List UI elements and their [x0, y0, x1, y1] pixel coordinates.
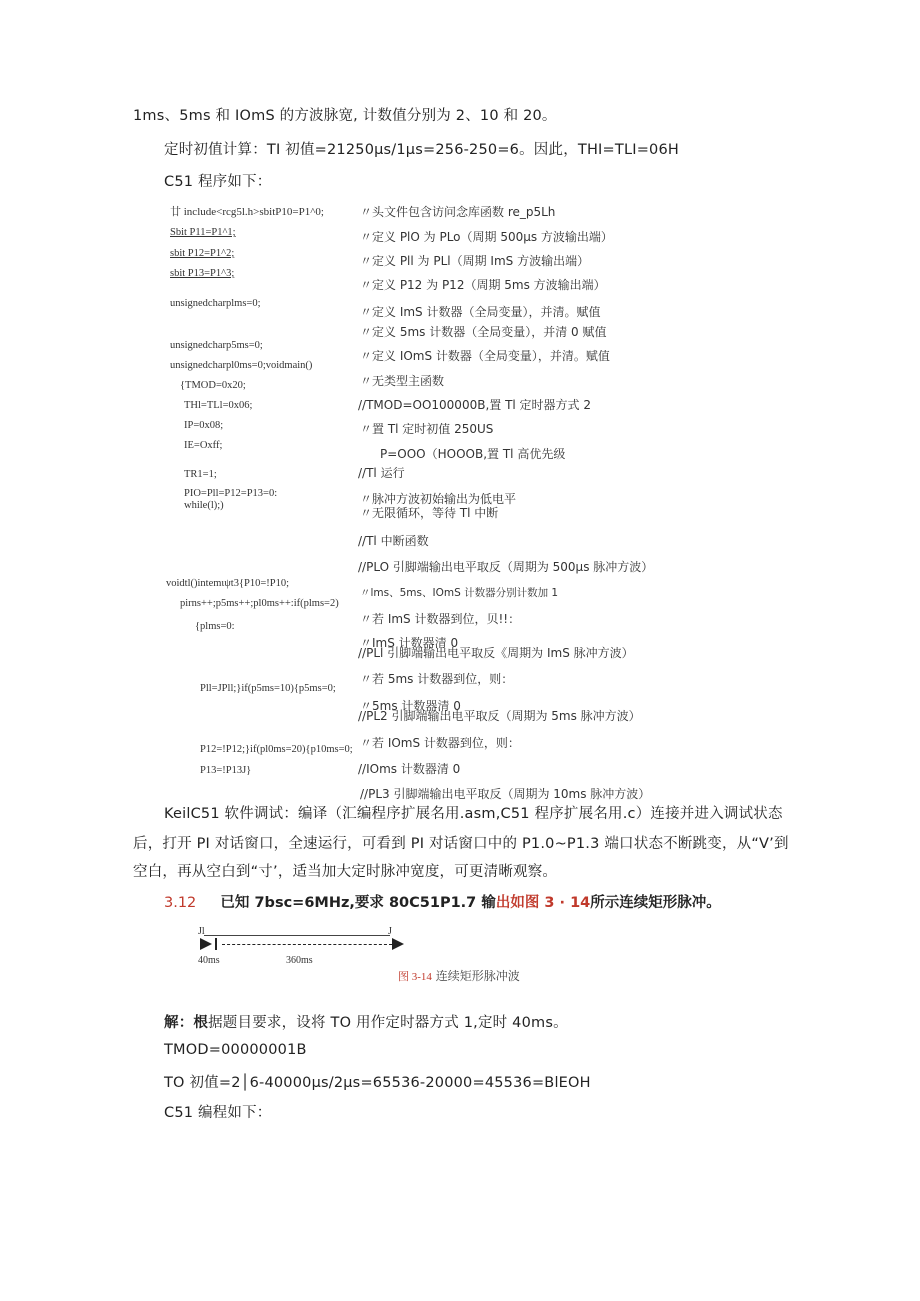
code-comment: 〃定义 ImS 计数器（全局变量），并清。赋值 [360, 305, 601, 319]
solution-text: 据题目要求，设将 TO 用作定时器方式 1,定时 40ms。 [208, 1015, 568, 1031]
code-line: 廿 include<rcg5l.h>sbitP10=P1^0; [170, 206, 324, 218]
code-comment: //PLl 引脚端输出电平取反《周期为 ImS 脉冲方波） [358, 646, 634, 660]
code-comment: //IOms 计数器清 0 [358, 762, 461, 776]
figure-caption-number: 图 3-14 [398, 971, 432, 983]
code-comment: 〃脉冲方波初始输出为低电平 [360, 492, 517, 506]
solution-line-3: TO 初值=2│6-40000μs∕2μs=65536-20000=45536=BlEOH [164, 1075, 591, 1091]
exercise-text-a: 已知 7bsc=6MHz,要求 80C51P1.7 输 [220, 895, 496, 911]
code-comment: 〃定义 5ms 计数器（全局变量），并清 0 赋值 [360, 325, 607, 339]
solution-line-4: C51 编程如下： [164, 1105, 272, 1121]
code-comment: 〃ImS 计数器清 0 [360, 636, 459, 650]
code-line: unsignedcharp5ms=0; [170, 340, 263, 351]
pulse-label-left: Jl [198, 926, 205, 937]
intro-line-1: 1ms、5ms 和 IOmS 的方波脉宽, 计数值分别为 2、10 和 20。 [133, 108, 557, 124]
code-line: THl=TLl=0x06; [184, 400, 253, 411]
code-comment: 〃若 IOmS 计数器到位，则： [360, 736, 520, 750]
solution-line-2: TMOD=00000001B [164, 1042, 307, 1058]
code-comment: 〃定义 P12 为 P12（周期 5ms 方波输出端） [360, 278, 606, 292]
code-line: Pll=JPll;}if(p5ms=10){p5ms=0; [200, 683, 336, 694]
debug-line-2: 后，打开 PI 对话窗口，全速运行，可看到 PI 对话窗口中的 P1.0~P1.3 端口状态不断跳变，从“V’到 [133, 836, 789, 852]
code-comment: 〃无限循环，等待 Tl 中断 [360, 506, 499, 520]
pulse-high-level-line [204, 935, 390, 936]
code-comment: 〃定义 Pll 为 PLl（周期 ImS 方波输出端） [360, 254, 590, 268]
pulse-time-high: 360ms [286, 955, 313, 966]
code-line: IP=0x08; [184, 420, 224, 431]
code-line: {plms=0: [195, 621, 235, 632]
arrow-right-icon [392, 938, 404, 950]
code-line: unsignedcharplms=0; [170, 298, 261, 309]
code-comment: 〃置 Tl 定时初值 250US [360, 422, 494, 436]
code-comment: 〃5ms 计数器清 0 [360, 699, 461, 713]
code-comment: //PLO 引脚端输出电平取反（周期为 500μs 脉冲方波） [358, 560, 654, 574]
code-comment: //PL2 引脚端输出电平取反（周期为 5ms 脉冲方波） [358, 709, 641, 723]
code-line: voidtl()intemιψt3{P10=!P10; [166, 578, 290, 589]
code-line: TR1=1; [184, 469, 217, 480]
arrow-right-icon [200, 938, 212, 950]
code-comment: //Tl 中断函数 [358, 534, 429, 548]
exercise-heading [164, 891, 721, 912]
intro-line-2: 定时初值计算：TI 初值=21250μs∕1μs=256-250=6。因此，THI=TLI=06H [164, 142, 679, 158]
intro-line-3: C51 程序如下： [164, 174, 272, 190]
code-comment: 〃若 5ms 计数器到位，则： [360, 672, 514, 686]
exercise-text-b: 所示连续矩形脉冲。 [590, 895, 721, 911]
pulse-dashed-line [222, 944, 392, 945]
code-line: while(l);) [184, 500, 224, 511]
code-line: P13=!P13J} [200, 765, 252, 776]
exercise-text-red: 出如图 3 · 14 [495, 895, 591, 911]
code-line: Sbit P11=P1^1; [170, 227, 236, 238]
code-comment: P=OOO（HOOOB,置 Tl 高优先级 [380, 447, 566, 461]
code-comment: //Tl 运行 [358, 466, 405, 480]
code-comment: 〃无类型主函数 [360, 374, 445, 388]
code-line: P12=!P12;}if(pl0ms=20){p10ms=0; [200, 744, 353, 755]
code-comment: 〃定义 IOmS 计数器（全局变量），并清。赋值 [360, 349, 610, 363]
code-line: unsignedcharpl0ms=0;voidmain() [170, 360, 313, 371]
figure-caption-text: 连续矩形脉冲波 [435, 969, 520, 983]
code-line: PIO=Pll=P12=P13=0: [184, 488, 278, 499]
code-comment: 〃若 ImS 计数器到位，贝!!： [360, 612, 521, 626]
code-comment: 〃lms、5ms、IOmS 计数器分别计数加 1 [360, 587, 559, 599]
exercise-number: 3.12 [164, 895, 197, 911]
solution-line-1 [164, 1011, 568, 1032]
figure-caption [398, 967, 520, 984]
code-line: IE=Oxff; [184, 440, 223, 451]
pulse-time-low: 40ms [198, 955, 220, 966]
code-line: sbit P12=P1^2; [170, 248, 235, 259]
pulse-label-right: J [388, 926, 392, 937]
code-line: pirns++;p5ms++;pl0ms++:if(plms=2) [180, 598, 339, 609]
code-comment: 〃头文件包含访问念库函数 re_p5Lh [360, 205, 556, 219]
code-comment: //TMOD=OO100000B,置 Tl 定时器方式 2 [358, 398, 591, 412]
debug-line-3: 空白，再从空白到“寸’，适当加大定时脉冲宽度，可更清晰观察。 [133, 864, 558, 880]
code-comment: 〃定义 PlO 为 PLo（周期 500μs 方波输出端） [360, 230, 613, 244]
code-line: {TMOD=0x20; [180, 380, 246, 391]
code-line: sbit P13=P1^3; [170, 268, 235, 279]
debug-line-1: KeilC51 软件调试：编译（汇编程序扩展名用.asm,C51 程序扩展名用.c）连接并进入调试状态 [164, 806, 783, 822]
pulse-edge-marker [215, 938, 217, 950]
solution-label: 解：根 [164, 1015, 209, 1031]
code-comment: //PL3 引脚端输出电平取反（周期为 10ms 脉冲方波） [360, 787, 651, 801]
